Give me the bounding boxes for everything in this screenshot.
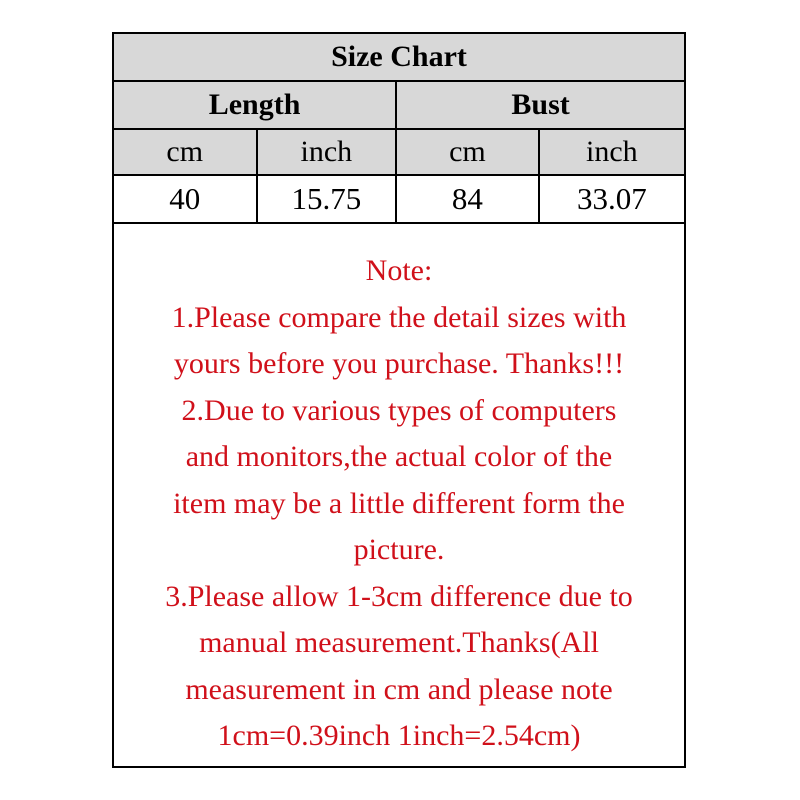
length-inch-unit: inch (257, 129, 397, 175)
size-table (114, 34, 684, 224)
note-line: yours before you purchase. Thanks!!! (173, 347, 625, 380)
notes-section (114, 248, 684, 760)
note-line: item may be a little different form the (173, 486, 625, 520)
title-row (114, 34, 684, 81)
length-header: Length (114, 81, 396, 129)
bust-cm-value: 84 (396, 175, 539, 223)
size-chart (112, 32, 686, 768)
note-line: picture. (353, 533, 445, 566)
length-cm-value: 40 (114, 175, 257, 223)
bust-cm-unit: cm (396, 129, 539, 175)
note-heading: Note: (365, 254, 433, 287)
unit-row (114, 129, 684, 175)
note-line: 1.Please compare the detail sizes with (171, 300, 627, 334)
note-line: manual measurement.Thanks(All (199, 626, 599, 659)
note-line: and monitors,the actual color of the (185, 440, 613, 473)
length-inch-value: 15.75 (257, 175, 397, 223)
group-header-row (114, 81, 684, 129)
bust-inch-value: 33.07 (539, 175, 684, 223)
length-cm-unit: cm (114, 129, 257, 175)
note-line: measurement in cm and please note (185, 672, 613, 706)
note-line: 3.Please allow 1-3cm difference due to (165, 579, 633, 613)
bust-inch-unit: inch (539, 129, 684, 175)
bust-header: Bust (396, 81, 684, 129)
value-row (114, 175, 684, 223)
chart-title: Size Chart (114, 34, 684, 81)
note-line: 2.Due to various types of computers (181, 393, 617, 427)
note-line: 1cm=0.39inch 1inch=2.54cm) (217, 719, 581, 752)
